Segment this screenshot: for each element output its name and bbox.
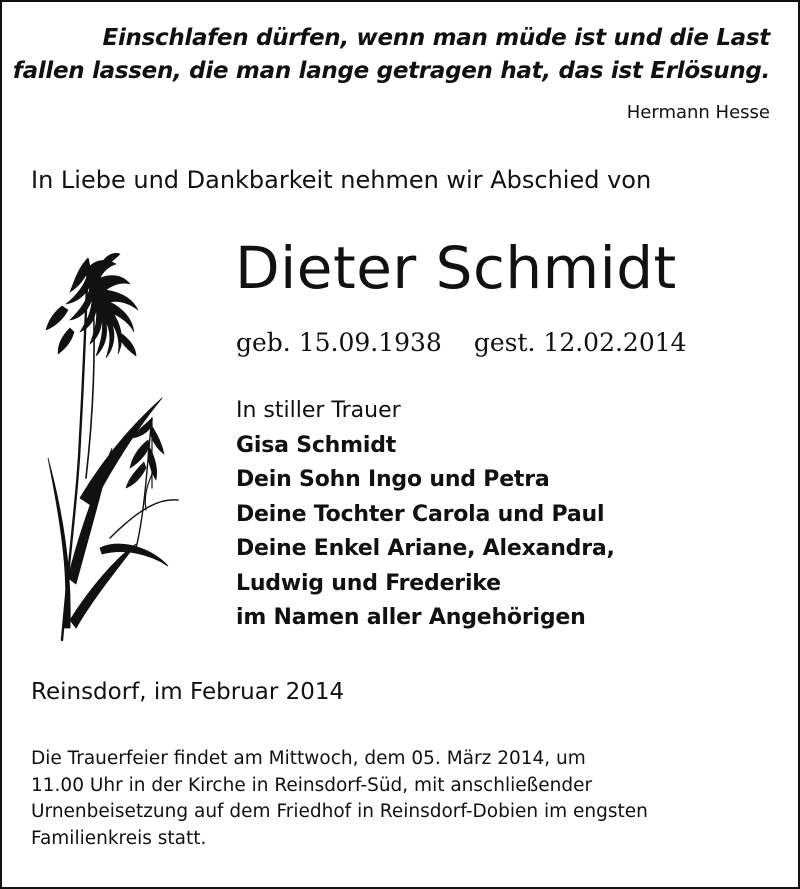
quote xyxy=(10,22,770,88)
mourner-line: Gisa Schmidt xyxy=(236,432,397,458)
quote-line: Einschlafen dürfen, wenn man müde ist und die Last xyxy=(102,25,770,51)
funeral-line: Familienkreis statt. xyxy=(31,827,207,849)
birth-date: geb. 15.09.1938 xyxy=(236,328,442,357)
deceased-name: Dieter Schmidt xyxy=(235,234,677,302)
mourner-line: Ludwig und Frederike xyxy=(236,570,501,596)
intro-text: In Liebe und Dankbarkeit nehmen wir Abschied von xyxy=(31,166,652,194)
mourner-line: Deine Enkel Ariane, Alexandra, xyxy=(236,536,615,561)
funeral-line: Urnenbeisetzung auf dem Friedhof in Reinsdorf-Dobien im engsten xyxy=(31,801,648,822)
mourning-lead: In stiller Trauer xyxy=(236,398,401,423)
quote-author: Hermann Hesse xyxy=(626,102,770,123)
funeral-line: Die Trauerfeier findet am Mittwoch, dem 05. März 2014, um xyxy=(31,748,586,769)
life-dates xyxy=(236,326,687,360)
place-date: Reinsdorf, im Februar 2014 xyxy=(31,679,345,705)
mourners-block xyxy=(236,394,615,636)
funeral-notice xyxy=(31,746,776,852)
grass-plant-icon xyxy=(40,248,190,648)
quote-line: fallen lassen, die man lange getragen hat, das ist Erlösung. xyxy=(12,58,770,84)
death-date: gest. 12.02.2014 xyxy=(473,328,687,357)
mourner-line: im Namen aller Angehörigen xyxy=(236,605,586,630)
funeral-line: 11.00 Uhr in der Kirche in Reinsdorf-Süd, mit anschließender xyxy=(31,774,593,796)
mourner-line: Deine Tochter Carola und Paul xyxy=(236,501,605,527)
mourner-line: Dein Sohn Ingo und Petra xyxy=(236,467,550,492)
